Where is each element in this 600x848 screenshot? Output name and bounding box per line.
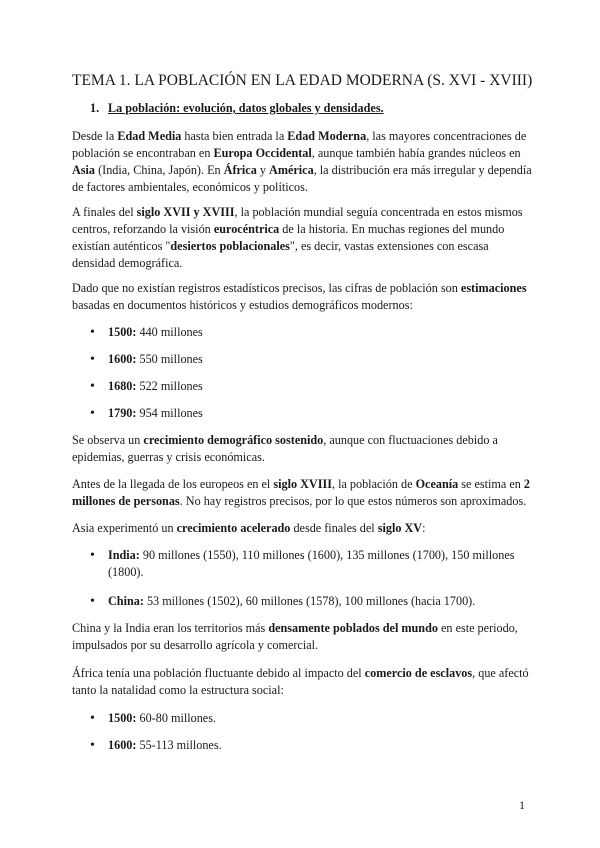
- list-item: • 1600: 55-113 millones.: [90, 737, 530, 754]
- paragraph-4: Se observa un crecimiento demográfico sostenido, aunque con fluctuaciones debido a epidemias, guerras y crisis económicas.: [72, 433, 498, 464]
- page-title: TEMA 1. LA POBLACIÓN EN LA EDAD MODERNA (S. XVI - XVIII): [72, 72, 533, 89]
- africa-population-list: [90, 710, 530, 754]
- list-item: • 1600: 550 millones: [90, 351, 530, 368]
- list-item: • 1680: 522 millones: [90, 378, 530, 395]
- paragraph-6: Asia experimentó un crecimiento acelerado desde finales del siglo XV:: [72, 521, 426, 535]
- paragraph-3: Dado que no existían registros estadísticos precisos, las cifras de población son estimaciones basadas en documentos históricos y estudios demográficos modernos:: [72, 281, 527, 312]
- asia-population-list: [90, 547, 530, 610]
- paragraph-8: África tenía una población fluctuante debido al impacto del comercio de esclavos, que afectó tanto la natalidad como la estructura social:: [72, 666, 529, 697]
- list-item: • China: 53 millones (1502), 60 millones (1578), 100 millones (hacia 1700).: [90, 593, 530, 610]
- section-number: 1.: [90, 101, 100, 115]
- list-item: • 1500: 440 millones: [90, 324, 530, 341]
- list-item: • 1790: 954 millones: [90, 405, 530, 422]
- page-number: 1: [519, 798, 525, 812]
- world-population-list: [90, 324, 530, 422]
- section-heading: [90, 101, 530, 116]
- section-title: La población: evolución, datos globales y densidades.: [108, 101, 384, 115]
- list-item: • 1500: 60-80 millones.: [90, 710, 530, 727]
- paragraph-5: Antes de la llegada de los europeos en el siglo XVIII, la población de Oceanía se estima en 2 millones de personas. No hay registros precisos, por lo que estos números son aproximados.: [72, 477, 530, 508]
- list-item: • India: 90 millones (1550), 110 millones (1600), 135 millones (1700), 150 millones (1800).: [90, 547, 530, 581]
- paragraph-7: China y la India eran los territorios más densamente poblados del mundo en este periodo, impulsados por su desarrollo agrícola y comercial.: [72, 621, 518, 652]
- paragraph-2: A finales del siglo XVII y XVIII, la población mundial seguía concentrada en estos mismos centros, reforzando la visión eurocéntrica de la historia. En muchas regiones del mundo existían auténticos "desiertos poblacionales", es decir, vastas extensiones con escasa densidad demográfica.: [72, 205, 523, 270]
- paragraph-1: Desde la Edad Media hasta bien entrada la Edad Moderna, las mayores concentraciones de población se encontraban en Europa Occidental, aunque también había grandes núcleos en Asia (India, China, Japón). En África y América, la distribución era más irregular y dependía de factores ambientales, económicos y políticos.: [72, 129, 532, 194]
